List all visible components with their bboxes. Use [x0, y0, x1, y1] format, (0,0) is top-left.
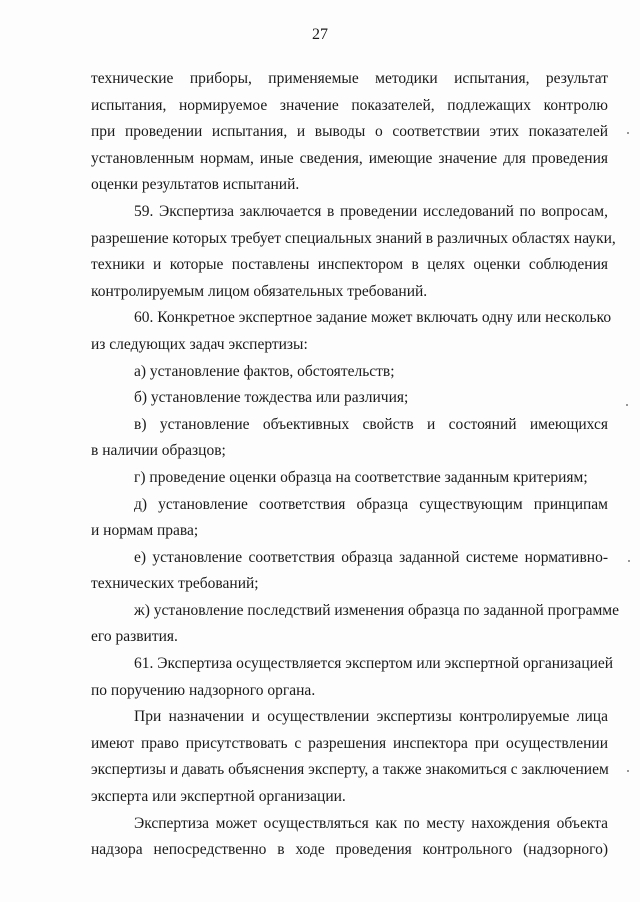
- text-line: разрешение которых требует специальных знаний в различных областях науки,: [91, 229, 616, 247]
- text-line: Экспертиза может осуществляться как по месту нахождения объекта: [134, 814, 608, 832]
- scan-speck: [626, 404, 628, 406]
- scan-speck: [627, 770, 629, 772]
- text-line: оценки результатов испытаний.: [91, 176, 300, 194]
- text-line: испытания, нормируемое значение показателей, подлежащих контролю: [91, 96, 608, 114]
- text-line: контролируемым лицом обязательных требований.: [91, 282, 428, 300]
- text-line: эксперта или экспертной организации.: [91, 788, 346, 806]
- text-line: технических требований;: [91, 575, 259, 593]
- text-line: 59. Экспертиза заключается в проведении исследований по вопросам,: [134, 202, 608, 220]
- text-line: установленным нормам, иные сведения, имеющие значение для проведения: [91, 149, 608, 167]
- text-line: техники и которые поставлены инспектором в целях оценки соблюдения: [91, 256, 608, 274]
- text-line: его развития.: [91, 628, 178, 646]
- text-line: технические приборы, применяемые методики испытания, результат: [91, 70, 608, 87]
- text-line: 60. Конкретное экспертное задание может включать одну или несколько: [134, 309, 612, 327]
- scan-speck: [627, 132, 629, 134]
- scan-speck: [628, 560, 630, 562]
- text-line: по поручению надзорного органа.: [91, 681, 316, 699]
- text-line: в) установление объективных свойств и состояний имеющихся: [134, 415, 608, 433]
- text-line: в наличии образцов;: [91, 442, 226, 460]
- text-line: При назначении и осуществлении экспертизы контролируемые лица: [134, 708, 608, 726]
- text-line: имеют право присутствовать с разрешения инспектора при осуществлении: [91, 734, 608, 752]
- text-line: ж) установление последствий изменения образца по заданной программе: [134, 601, 619, 619]
- text-line: г) проведение оценки образца на соответствие заданным критериям;: [134, 468, 588, 486]
- text-line: б) установление тождества или различия;: [134, 389, 409, 407]
- page-number: 27: [312, 26, 328, 43]
- text-line: а) установление фактов, обстоятельств;: [134, 362, 395, 380]
- text-line: и нормам права;: [91, 522, 199, 540]
- text-line: из следующих задач экспертизы:: [91, 335, 308, 353]
- text-line: 61. Экспертиза осуществляется экспертом или экспертной организацией: [134, 655, 614, 673]
- text-line: экспертизы и давать объяснения эксперту, а также знакомиться с заключением: [91, 761, 609, 779]
- text-line: е) установление соответствия образца заданной системе нормативно-: [134, 548, 608, 566]
- text-line: надзора непосредственно в ходе проведения контрольного (надзорного): [91, 841, 608, 859]
- document-body: [91, 66, 619, 864]
- text-line: д) установление соответствия образца существующим принципам: [134, 495, 608, 513]
- text-line: при проведении испытания, и выводы о соответствии этих показателей: [91, 123, 608, 141]
